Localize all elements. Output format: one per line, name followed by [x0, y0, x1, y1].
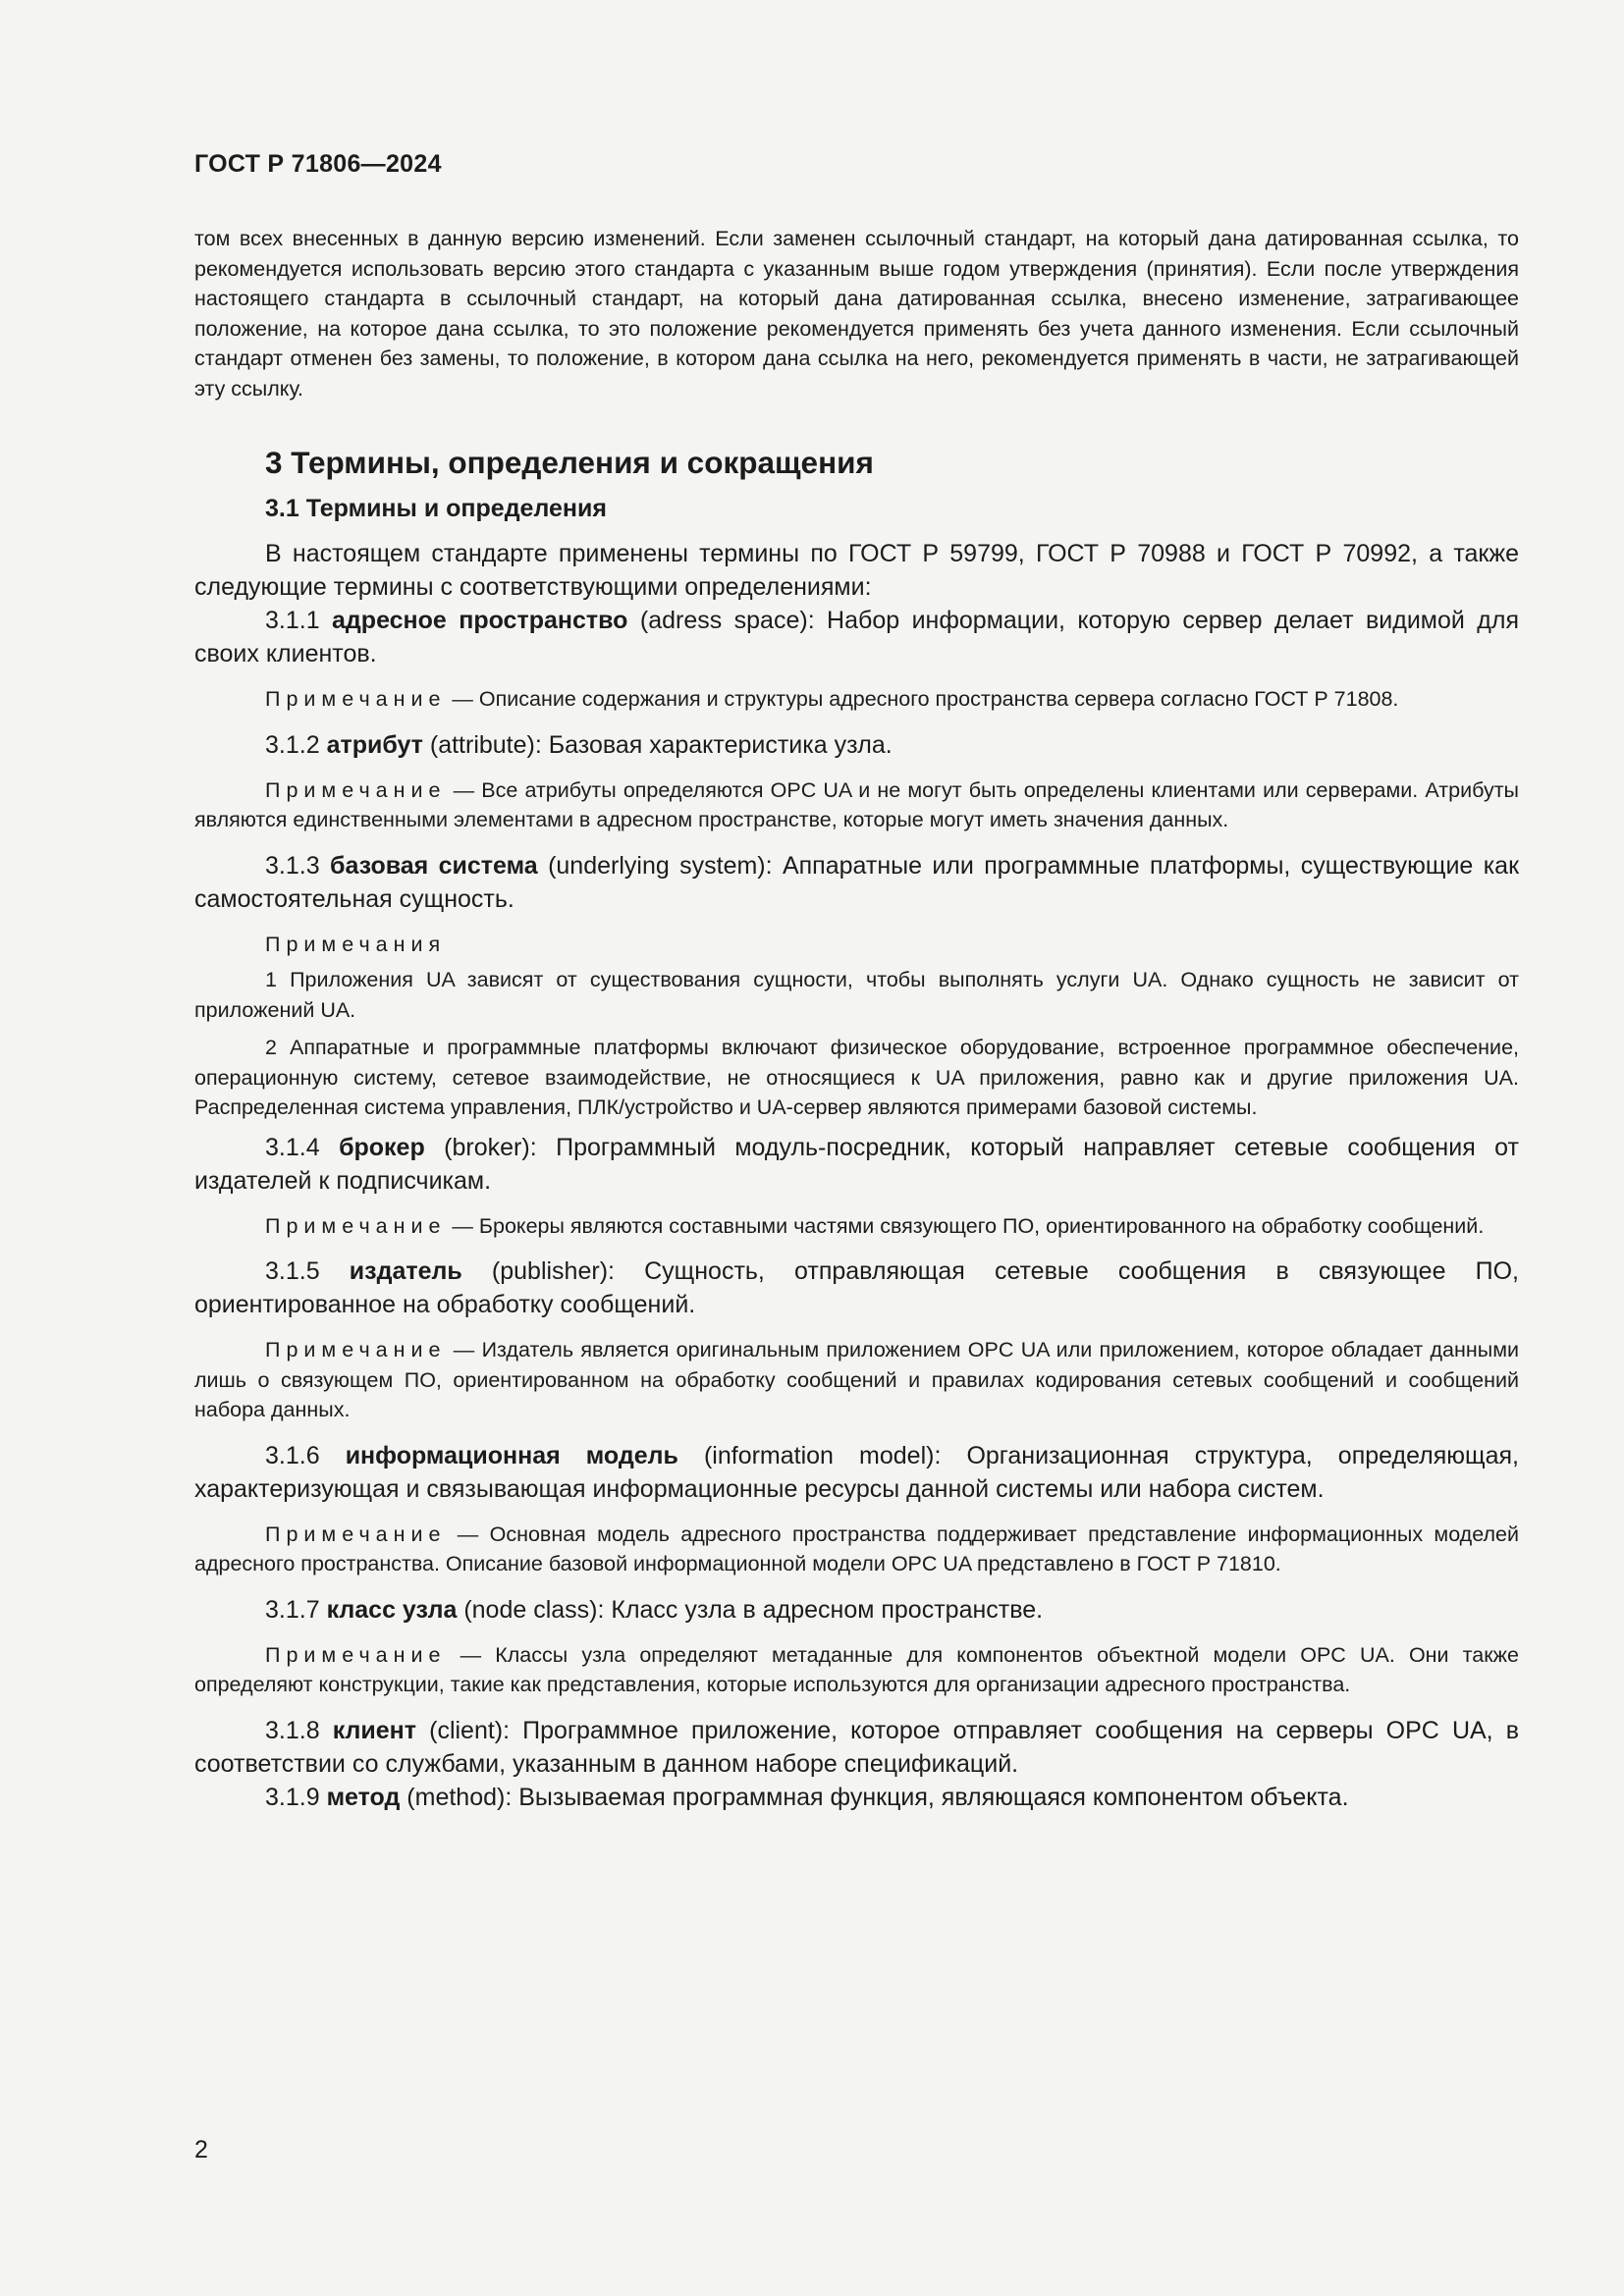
term-definition: (node class): Класс узла в адресном пространстве.	[457, 1595, 1044, 1624]
term-number: 3.1.1	[265, 607, 320, 634]
term-note-2: 2 Аппаратные и программные платформы включают физическое оборудование, встроенное программное обеспечение, операционную систему, сетевое взаимодействие, не относящиеся к UA приложения, равно как и другие приложения UA. Распределенная система управления, ПЛК/устройство и UA-сервер являются примерами базовой системы.	[194, 1036, 1519, 1119]
term-number: 3.1.8	[265, 1716, 320, 1744]
term-name: метод	[326, 1783, 401, 1811]
term-name: брокер	[339, 1133, 425, 1161]
term-3-1-7	[194, 1593, 1519, 1627]
term-number: 3.1.7	[265, 1595, 320, 1624]
term-name: адресное пространство	[332, 607, 628, 634]
note-text: — Классы узла определяют метаданные для компонентов объектной модели OPC UA. Они также определяют конструкции, такие как представления, которые используются для организации адресного пространства.	[194, 1642, 1519, 1696]
term-definition: (client): Программное приложение, которое отправляет сообщения на серверы OPC UA, в соответствии со службами, указанным в данном наборе спецификаций.	[194, 1716, 1519, 1778]
term-3-1-3	[194, 849, 1519, 916]
term-name: клиент	[332, 1716, 417, 1744]
document-header: ГОСТ Р 71806—2024	[194, 150, 442, 178]
term-note	[194, 1640, 1519, 1700]
subsection-title: 3.1 Термины и определения	[265, 495, 607, 522]
section-title: 3 Термины, определения и сокращения	[265, 445, 874, 480]
term-3-1-2	[194, 728, 1519, 762]
term-number: 3.1.4	[265, 1133, 320, 1161]
term-name: базовая система	[330, 851, 538, 880]
note-text: — Брокеры являются составными частями связующего ПО, ориентированного на обработку сообщений.	[446, 1213, 1485, 1238]
term-3-1-1	[194, 604, 1519, 670]
term-note	[194, 684, 1519, 715]
term-note	[194, 775, 1519, 835]
note-label: Примечание	[265, 1213, 447, 1238]
note-text: — Издатель является оригинальным приложением OPC UA или приложением, которое обладает данными лишь о связующем ПО, ориентированном на обработку сообщений и правилах кодирования сетевых сообщений и сообщений набора данных.	[194, 1338, 1519, 1421]
term-note	[194, 1211, 1519, 1242]
term-name: информационная модель	[345, 1441, 678, 1469]
document-body	[194, 224, 1519, 1814]
term-definition: (attribute): Базовая характеристика узла.	[422, 730, 893, 759]
note-label: Примечание	[265, 1642, 447, 1667]
term-name: класс узла	[326, 1595, 458, 1624]
term-3-1-8	[194, 1714, 1519, 1781]
term-note	[194, 1335, 1519, 1425]
note-label: Примечание	[265, 1338, 447, 1362]
term-definition: (adress space): Набор информации, которую сервер делает видимой для своих клиентов.	[194, 607, 1519, 667]
term-definition: (underlying system): Аппаратные или программные платформы, существующие как самостоятельная сущность.	[194, 851, 1520, 913]
term-note-1: 1 Приложения UA зависят от существования сущности, чтобы выполнять услуги UA. Однако сущность не зависит от приложений UA.	[194, 968, 1519, 1022]
term-number: 3.1.5	[265, 1257, 320, 1285]
note-text: — Основная модель адресного пространства поддерживает представление информационных моделей адресного пространства. Описание базовой информационной модели OPC UA представлено в ГОСТ Р 71810.	[194, 1522, 1519, 1575]
note-label: Примечание	[265, 1522, 447, 1546]
notes-label	[194, 930, 1519, 960]
note-label: Примечание	[265, 687, 447, 711]
term-definition: (broker): Программный модуль-посредник, который направляет сетевые сообщения от издателей к подписчикам.	[194, 1133, 1519, 1195]
notes-label-text: Примечания	[265, 932, 447, 956]
term-definition: (information model): Организационная структура, определяющая, характеризующая и связывающая информационные ресурсы данной системы или набора систем.	[194, 1441, 1519, 1503]
term-3-1-4	[194, 1131, 1519, 1198]
term-definition: (method): Вызываемая программная функция, являющаяся компонентом объекта.	[400, 1783, 1349, 1811]
note-text: — Все атрибуты определяются OPC UA и не могут быть определены клиентами или серверами. Атрибуты являются единственными элементами в адресном пространстве, которые могут иметь значения данных.	[194, 777, 1519, 831]
term-3-1-9	[194, 1781, 1519, 1814]
term-3-1-6	[194, 1439, 1519, 1506]
term-3-1-5	[194, 1255, 1519, 1321]
term-name: атрибут	[326, 730, 423, 759]
section-lead: В настоящем стандарте применены термины по ГОСТ Р 59799, ГОСТ Р 70988 и ГОСТ Р 70992, а также следующие термины с соответствующими определениями:	[194, 540, 1519, 601]
note-label: Примечание	[265, 777, 447, 802]
term-number: 3.1.3	[265, 851, 320, 880]
page-number: 2	[194, 2136, 208, 2163]
term-number: 3.1.6	[265, 1441, 320, 1469]
term-name: издатель	[349, 1257, 462, 1285]
term-note	[194, 1520, 1519, 1579]
intro-paragraph: том всех внесенных в данную версию изменений. Если заменен ссылочный стандарт, на который дана датированная ссылка, то рекомендуется использовать версию этого стандарта с указанным выше годом утверждения (принятия). Если после утверждения настоящего стандарта в ссылочный стандарт, на который дана датированная ссылка, внесено изменение, затрагивающее положение, на которое дана ссылка, то это положение рекомендуется применять без учета данного изменения. Если ссылочный стандарт отменен без замены, то положение, в котором дана ссылка на него, рекомендуется применять в части, не затрагивающей эту ссылку.	[194, 227, 1519, 400]
term-number: 3.1.2	[265, 730, 320, 759]
note-text: — Описание содержания и структуры адресного пространства сервера согласно ГОСТ Р 71808.	[446, 687, 1399, 711]
term-definition: (publisher): Сущность, отправляющая сетевые сообщения в связующее ПО, ориентированное на обработку сообщений.	[194, 1257, 1519, 1318]
term-number: 3.1.9	[265, 1783, 320, 1811]
